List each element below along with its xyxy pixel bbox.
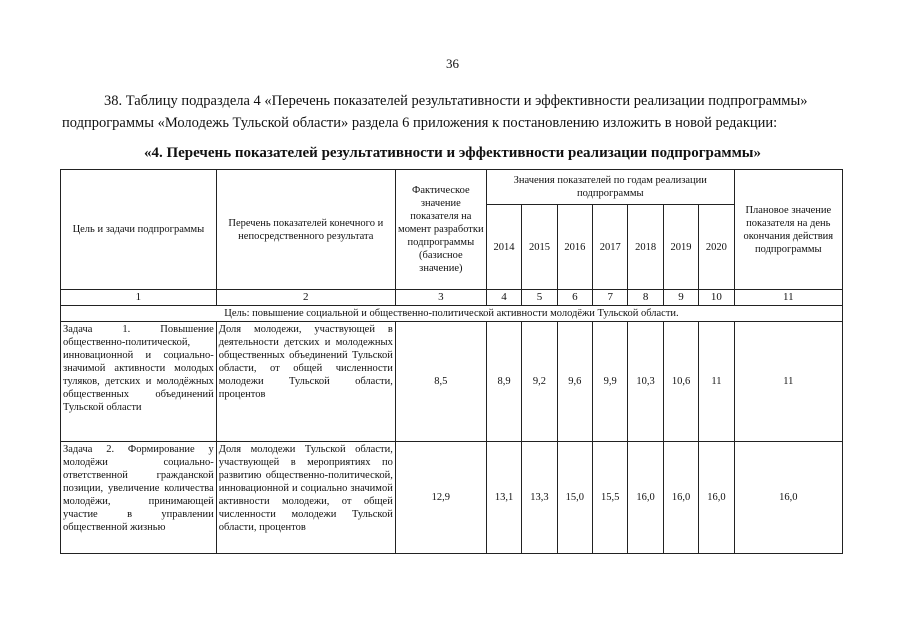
header-years-group: Значения показателей по годам реализации подпрограммы: [486, 170, 734, 205]
year-value-cell: 10,6: [663, 322, 698, 442]
column-number: 11: [734, 290, 842, 306]
header-year: 2019: [663, 205, 698, 290]
header-year: 2020: [699, 205, 734, 290]
table-row: [61, 322, 843, 442]
intro-paragraph: [62, 90, 842, 134]
indicator-cell: Доля молодежи, участвующей в деятельности детских и молодежных общественных объединений Тульской области, от общей численности молодежи Тульской области, процентов: [216, 322, 395, 442]
year-value-cell: 8,9: [486, 322, 521, 442]
base-value-cell: 8,5: [395, 322, 486, 442]
planned-value-cell: 11: [734, 322, 842, 442]
column-number: 4: [486, 290, 521, 306]
planned-value-cell: 16,0: [734, 442, 842, 554]
year-value-cell: 16,0: [628, 442, 663, 554]
column-number: 3: [395, 290, 486, 306]
year-value-cell: 16,0: [699, 442, 734, 554]
column-number: 1: [61, 290, 217, 306]
goal-row: Цель: повышение социальной и общественно-политической активности молодёжи Тульской области.: [61, 306, 843, 322]
header-goals: Цель и задачи подпрограммы: [61, 170, 217, 290]
base-value-cell: 12,9: [395, 442, 486, 554]
header-actual: Фактическое значение показателя на момент разработки подпрограммы (базисное значение): [395, 170, 486, 290]
column-number: 7: [593, 290, 628, 306]
task-cell: Задача 2. Формирование у молодёжи социально-ответственной гражданской позиции, увеличение количества молодёжи, принимающей участие в управлении общественной жизнью: [61, 442, 217, 554]
year-value-cell: 15,5: [593, 442, 628, 554]
year-value-cell: 9,6: [557, 322, 592, 442]
intro-line-1: 38. Таблицу подраздела 4 «Перечень показателей результативности и эффективности реализации подпрограммы»: [104, 93, 808, 109]
header-indicators: Перечень показателей конечного и непосредственного результата: [216, 170, 395, 290]
header-year: 2017: [593, 205, 628, 290]
task-cell: Задача 1. Повышение общественно-политической, инновационной и социально-значимой активности молодых туляков, детских и молодёжных общественных объединений Тульской области: [61, 322, 217, 442]
indicators-table: [60, 169, 843, 554]
indicator-cell: Доля молодежи Тульской области, участвующей в мероприятиях по развитию общественно-политической, инновационной и социально значимой активности молодежи, от общей численности молодежи Тульской области, процентов: [216, 442, 395, 554]
header-year: 2014: [486, 205, 521, 290]
year-value-cell: 9,9: [593, 322, 628, 442]
header-year: 2018: [628, 205, 663, 290]
year-value-cell: 11: [699, 322, 734, 442]
header-year: 2016: [557, 205, 592, 290]
year-value-cell: 13,1: [486, 442, 521, 554]
column-number: 9: [663, 290, 698, 306]
year-value-cell: 10,3: [628, 322, 663, 442]
year-value-cell: 15,0: [557, 442, 592, 554]
year-value-cell: 13,3: [522, 442, 557, 554]
header-year: 2015: [522, 205, 557, 290]
year-value-cell: 9,2: [522, 322, 557, 442]
header-planned: Плановое значение показателя на день окончания действия подпрограммы: [734, 170, 842, 290]
column-number: 5: [522, 290, 557, 306]
column-number: 2: [216, 290, 395, 306]
section-heading: «4. Перечень показателей результативности и эффективности реализации подпрограммы»: [143, 145, 762, 161]
intro-line-2: подпрограммы «Молодежь Тульской области» раздела 6 приложения к постановлению изложить в новой редакции:: [62, 115, 778, 131]
column-number-row: [61, 290, 843, 306]
page-number: 36: [446, 56, 459, 71]
year-value-cell: 16,0: [663, 442, 698, 554]
column-number: 6: [557, 290, 592, 306]
column-number: 8: [628, 290, 663, 306]
table-row: [61, 442, 843, 554]
column-number: 10: [699, 290, 734, 306]
